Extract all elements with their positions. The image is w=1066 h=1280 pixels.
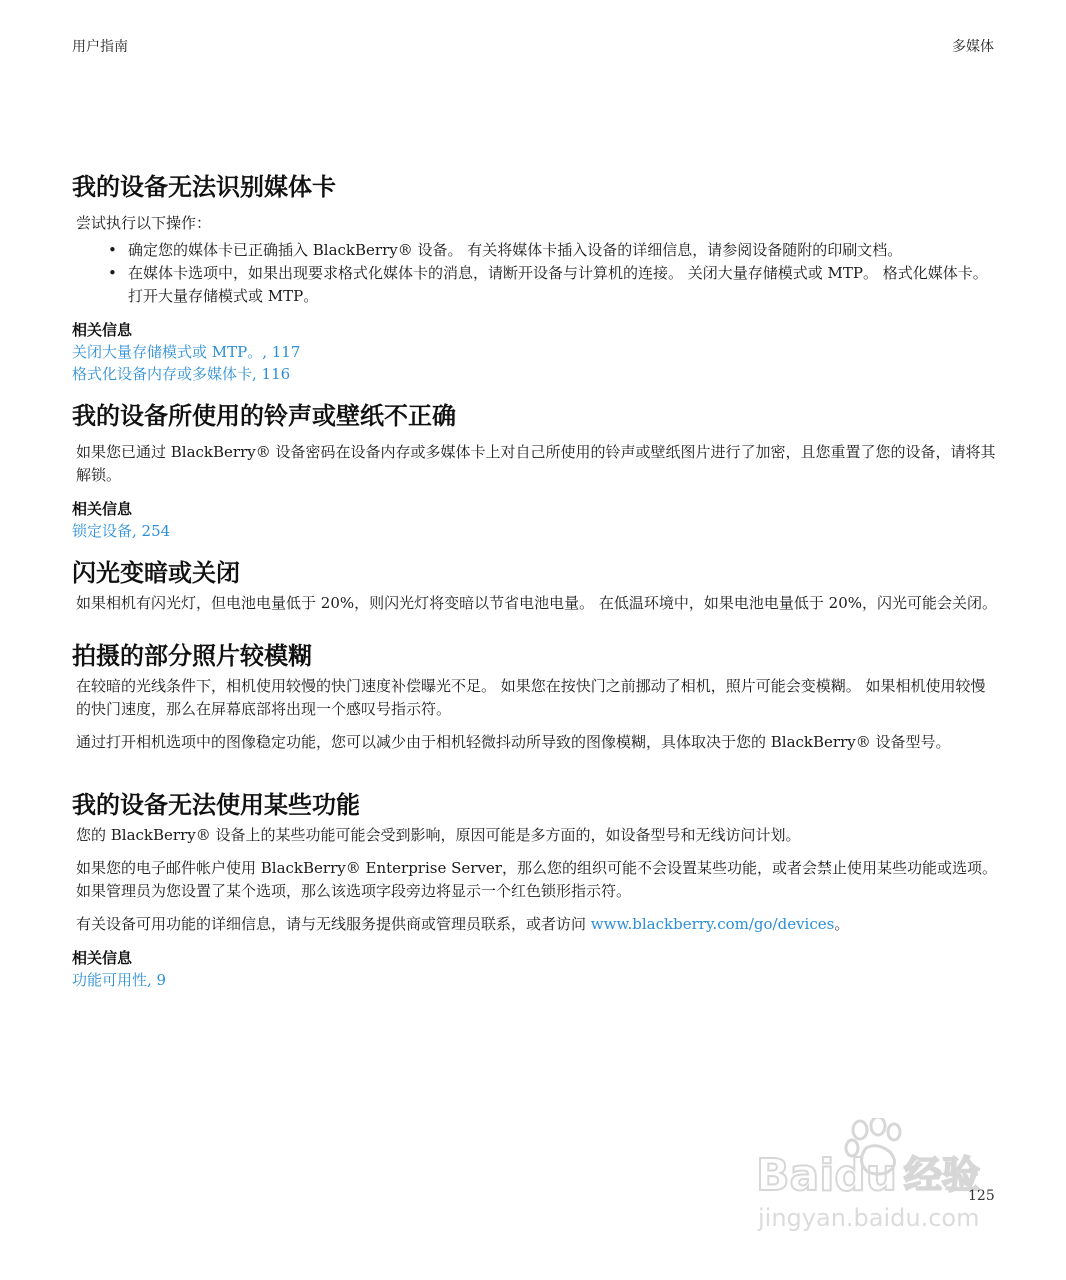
related-info-heading: 相关信息 <box>72 321 133 339</box>
related-info-heading: 相关信息 <box>72 949 133 967</box>
related-link[interactable]: 锁定设备, 254 <box>72 522 171 540</box>
section-heading: 我的设备无法使用某些功能 <box>72 791 360 819</box>
section-paragraph: 如果您的电子邮件帐户使用 BlackBerry® Enterprise Server，那么您的组织可能不会设置某些功能，或者会禁止使用某些功能或选项。 如果管理员为您设置了某个选项，那么该选项字段旁边将显示一个红色锁形指示符。 <box>76 859 997 900</box>
section-heading: 我的设备无法识别媒体卡 <box>72 173 336 201</box>
related-link[interactable]: 格式化设备内存或多媒体卡, 116 <box>72 365 291 383</box>
running-header-title: 用户指南 <box>72 39 128 55</box>
page-content <box>72 170 998 991</box>
section-ringtone-wallpaper-incorrect <box>72 399 998 542</box>
bullet-icon: • <box>108 264 117 282</box>
related-link[interactable]: 关闭大量存储模式或 MTP。, 117 <box>72 343 301 361</box>
baidu-jingyan-watermark <box>748 1118 1008 1238</box>
related-info-heading: 相关信息 <box>72 500 133 518</box>
section-paragraph: 在较暗的光线条件下，相机使用较慢的快门速度补偿曝光不足。 如果您在按快门之前挪动了相机，照片可能会变模糊。 如果相机使用较慢的快门速度，那么在屏幕底部将出现一个感叹号指示符。 <box>76 677 986 718</box>
list-item-text: 在媒体卡选项中，如果出现要求格式化媒体卡的消息，请断开设备与计算机的连接。 关闭大量存储模式或 MTP。 格式化媒体卡。 打开大量存储模式或 MTP。 <box>128 264 988 305</box>
related-link[interactable]: 功能可用性, 9 <box>72 971 167 989</box>
section-paragraph: 如果您已通过 BlackBerry® 设备密码在设备内存或多媒体卡上对自己所使用的铃声或壁纸图片进行了加密，且您重置了您的设备，请将其解锁。 <box>76 443 996 484</box>
watermark-url-text: jingyan.baidu.com <box>758 1204 980 1232</box>
list-item-text: 确定您的媒体卡已正确插入 BlackBerry® 设备。 有关将媒体卡插入设备的详细信息，请参阅设备随附的印刷文档。 <box>128 241 903 259</box>
paragraph-text: 。 <box>834 915 850 933</box>
section-blurry-photos <box>72 639 998 754</box>
section-paragraph: 如果相机有闪光灯，但电池电量低于 20%，则闪光灯将变暗以节省电池电量。 在低温环境中，如果电池电量低于 20%，闪光可能会关闭。 <box>76 594 997 612</box>
devices-url-link[interactable]: www.blackberry.com/go/devices <box>590 915 835 933</box>
section-paragraph <box>76 913 998 936</box>
list-item <box>108 262 998 308</box>
baidu-paw-logo-icon <box>748 1118 1008 1238</box>
section-flash-dims <box>72 556 998 615</box>
section-paragraph: 通过打开相机选项中的图像稳定功能，您可以减少由于相机轻微抖动所导致的图像模糊，具体取决于您的 BlackBerry® 设备型号。 <box>76 733 951 751</box>
running-header-chapter: 多媒体 <box>952 39 994 55</box>
watermark-brand-text: Baidu <box>756 1150 898 1201</box>
section-features-unavailable <box>72 788 998 991</box>
section-heading: 拍摄的部分照片较模糊 <box>72 642 312 670</box>
bullet-icon: • <box>108 241 117 259</box>
section-intro: 尝试执行以下操作： <box>76 214 212 232</box>
section-media-card-not-recognized <box>72 170 998 385</box>
watermark-brand-cn-text: 经验 <box>904 1153 981 1197</box>
list-item <box>108 239 998 262</box>
page-number: 125 <box>968 1188 995 1204</box>
section-heading: 我的设备所使用的铃声或壁纸不正确 <box>72 402 456 430</box>
section-paragraph: 您的 BlackBerry® 设备上的某些功能可能会受到影响，原因可能是多方面的，如设备型号和无线访问计划。 <box>76 826 801 844</box>
paragraph-text: 有关设备可用功能的详细信息，请与无线服务提供商或管理员联系，或者访问 <box>76 915 591 933</box>
section-heading: 闪光变暗或关闭 <box>72 559 240 587</box>
bullet-list <box>72 239 998 308</box>
